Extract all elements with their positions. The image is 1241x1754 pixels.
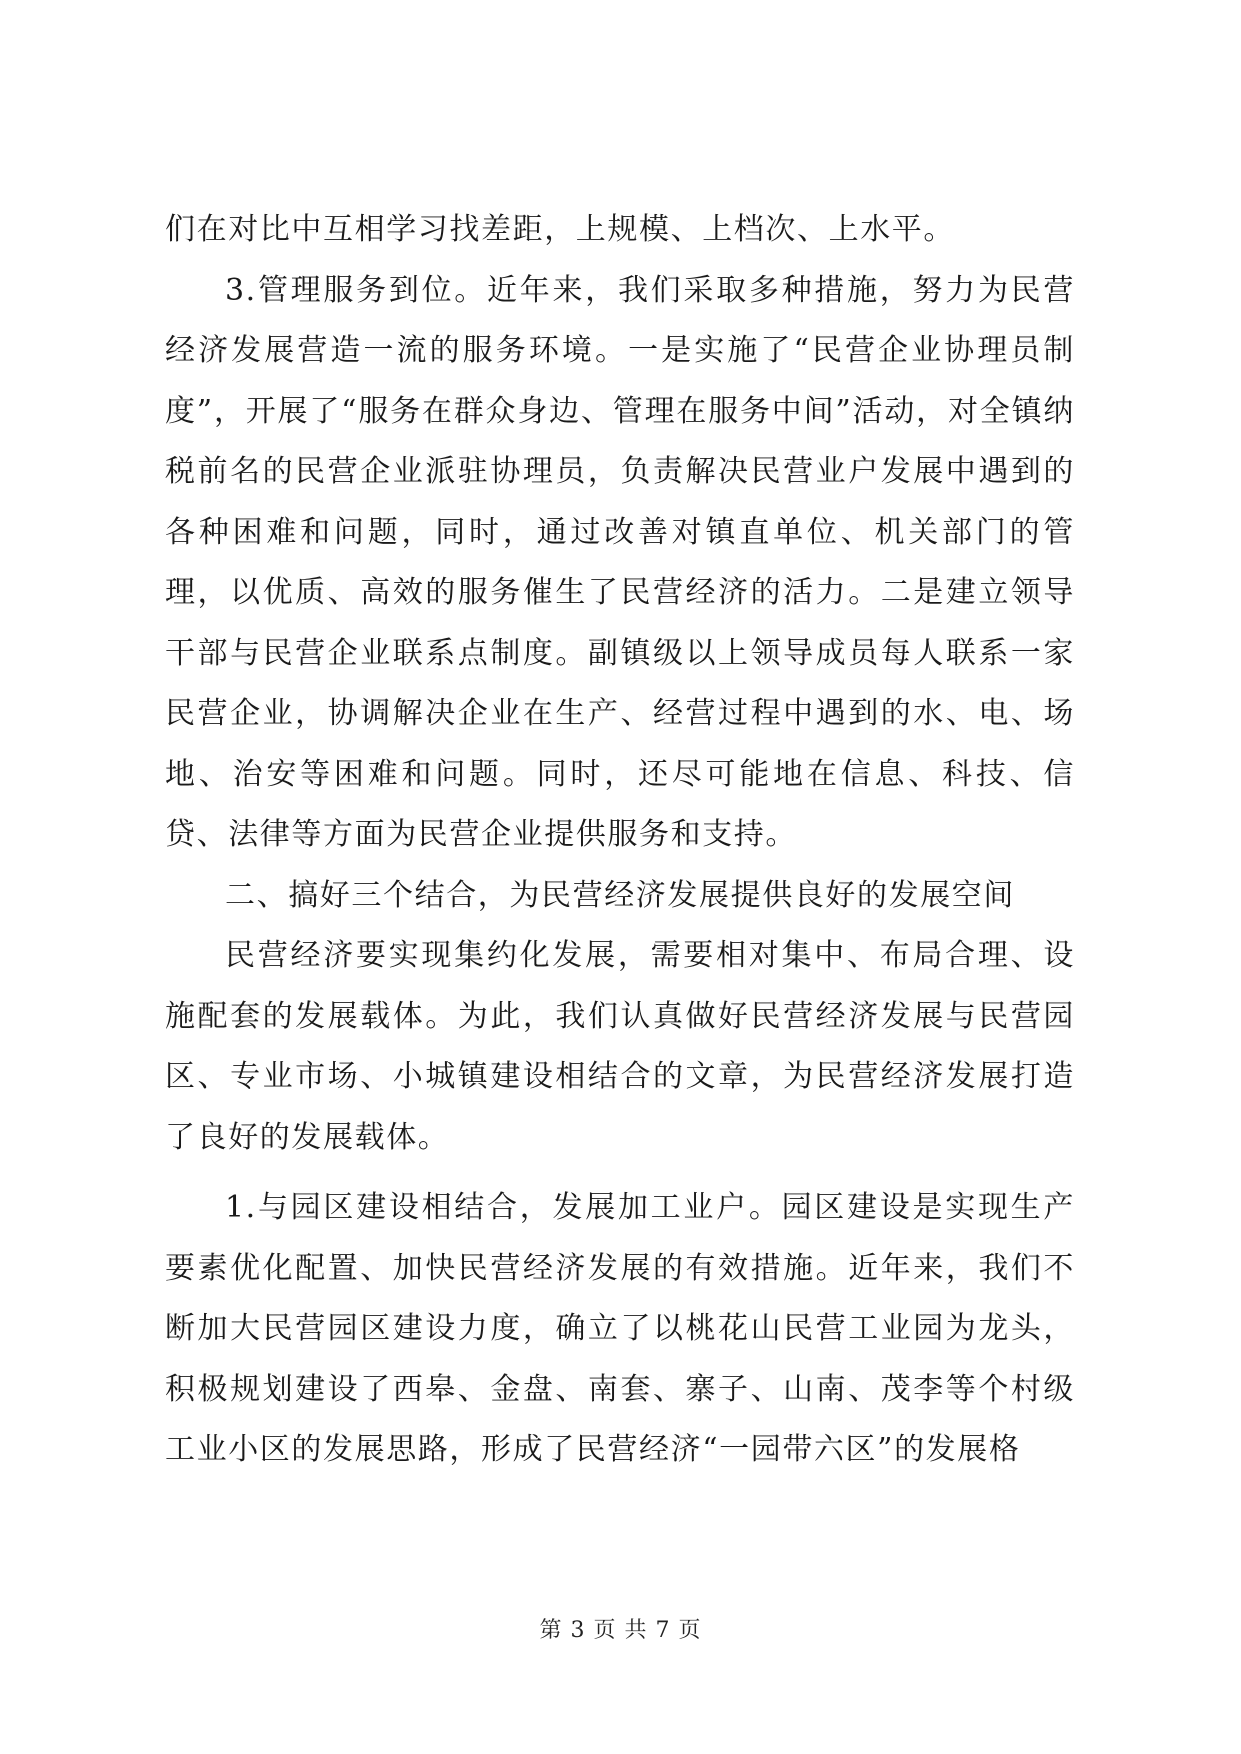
paragraph-intensive-development: 民营经济要实现集约化发展，需要相对集中、布局合理、设施配套的发展载体。为此，我们认真做好民营经济发展与民营园区、专业市场、小城镇建设相结合的文章，为民营经济发展打造了良好的发展载体。	[165, 938, 1075, 1155]
document-body	[165, 200, 1075, 1481]
paragraph-park-construction: 1.与园区建设相结合，发展加工业户。园区建设是实现生产要素优化配置、加快民营经济发展的有效措施。近年来，我们不断加大民营园区建设力度，确立了以桃花山民营工业园为龙头，积极规划建设了西皋、金盘、南套、寨子、山南、茂李等个村级工业小区的发展思路，形成了民营经济“一园带六区”的发展格	[165, 1190, 1075, 1467]
paragraph-continuation: 们在对比中互相学习找差距，上规模、上档次、上水平。	[165, 212, 955, 247]
section-heading-three-combinations: 二、搞好三个结合，为民营经济发展提供良好的发展空间	[225, 877, 1015, 913]
paragraph-management-service: 3.管理服务到位。近年来，我们采取多种措施，努力为民营经济发展营造一流的服务环境。一是实施了“民营企业协理员制度”，开展了“服务在群众身边、管理在服务中间”活动，对全镇纳税前名的民营企业派驻协理员，负责解决民营业户发展中遇到的各种困难和问题，同时，通过改善对镇直单位、机关部门的管理，以优质、高效的服务催生了民营经济的活力。二是建立领导干部与民营企业联系点制度。副镇级以上领导成员每人联系一家民营企业，协调解决企业在生产、经营过程中遇到的水、电、场地、治安等困难和问题。同时，还尽可能地在信息、科技、信贷、法律等方面为民营企业提供服务和支持。	[165, 272, 1075, 852]
page-number-footer: 第 3 页 共 7 页	[539, 1618, 702, 1643]
